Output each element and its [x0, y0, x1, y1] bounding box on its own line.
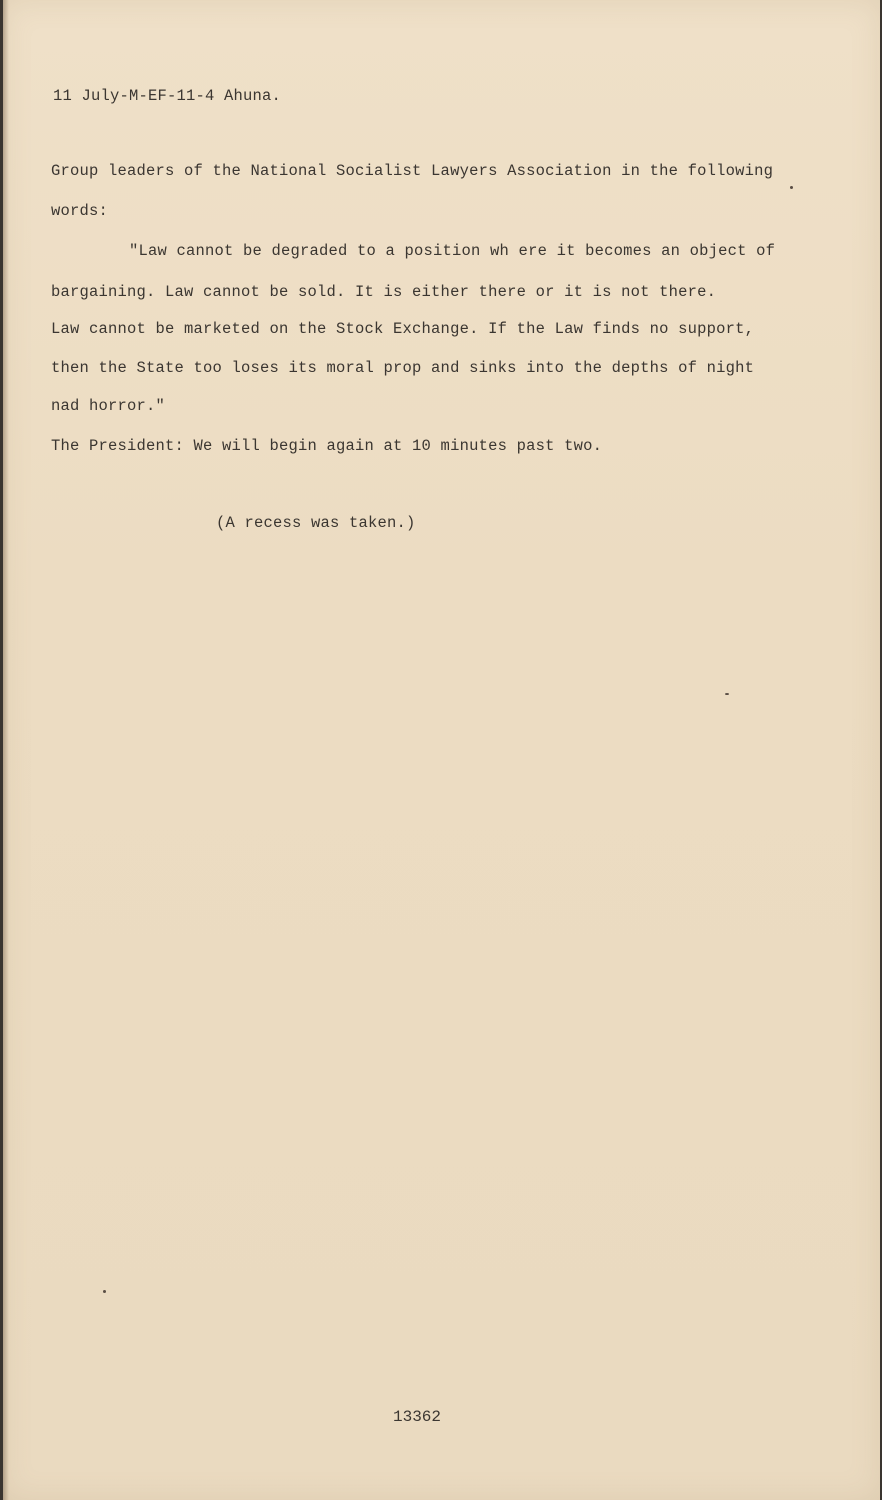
document-reference: 11 July-M-EF-11-4 Ahuna.: [53, 87, 282, 105]
recess-note: (A recess was taken.): [216, 514, 416, 532]
quote-line: nad horror.": [51, 397, 166, 415]
paper-speck: [790, 186, 793, 189]
quote-line: then the State too loses its moral prop and sinks into the depths of night: [51, 359, 755, 377]
paper-speck: [103, 1290, 106, 1293]
document-page: [3, 0, 880, 1500]
president-statement: The President: We will begin again at 10 minutes past two.: [51, 437, 603, 455]
quote-line: Law cannot be marketed on the Stock Exchange. If the Law finds no support,: [51, 320, 755, 338]
quote-line: "Law cannot be degraded to a position wh ere it becomes an object of: [129, 242, 776, 260]
paper-speck: [725, 693, 729, 695]
quote-line: bargaining. Law cannot be sold. It is either there or it is not there.: [51, 283, 717, 301]
text-line: Group leaders of the National Socialist Lawyers Association in the following: [51, 162, 774, 180]
page-number: 13362: [393, 1408, 442, 1426]
text-line: words:: [51, 202, 109, 220]
